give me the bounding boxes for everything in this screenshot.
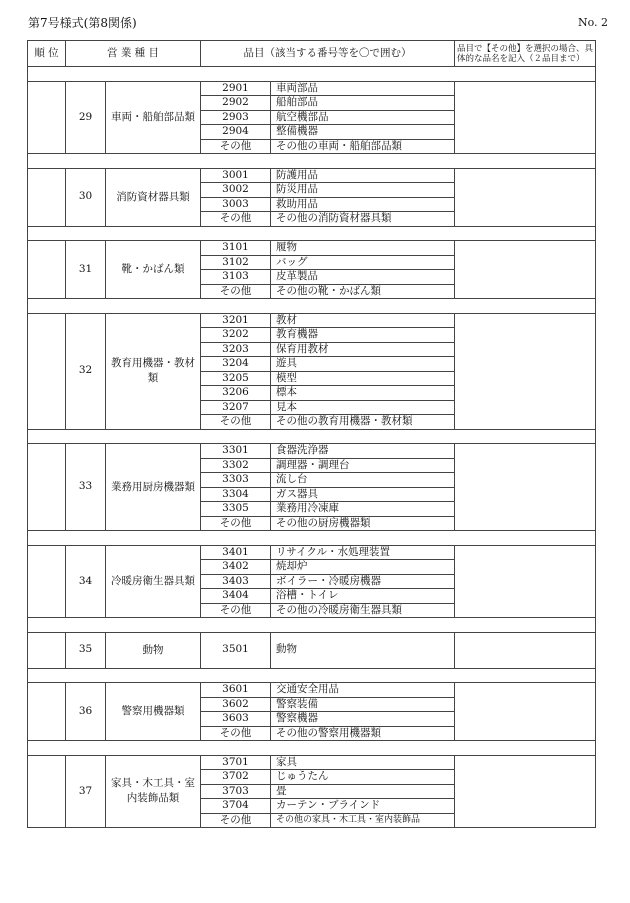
item-code[interactable]: 3302: [201, 458, 271, 473]
category-number: 31: [66, 241, 106, 299]
spacer-cell: [28, 67, 596, 82]
item-name: その他の消防資材器具類: [271, 212, 455, 227]
item-code[interactable]: 2901: [201, 81, 271, 96]
item-name: その他の警察用機器類: [271, 726, 455, 741]
item-code[interactable]: 3703: [201, 784, 271, 799]
other-item-input[interactable]: [455, 168, 596, 226]
item-code[interactable]: 3304: [201, 487, 271, 502]
rank-cell[interactable]: [28, 81, 66, 154]
other-item-input[interactable]: [455, 444, 596, 531]
item-code[interactable]: 3702: [201, 770, 271, 785]
item-code[interactable]: その他: [201, 415, 271, 430]
item-name: 救助用品: [271, 197, 455, 212]
item-code[interactable]: 3003: [201, 197, 271, 212]
category-name: 冷暖房衛生器具類: [106, 545, 201, 618]
table-row: [28, 444, 596, 459]
item-name: その他の靴・かばん類: [271, 284, 455, 299]
item-name: 航空機部品: [271, 110, 455, 125]
category-name: 教育用機器・教材類: [106, 313, 201, 429]
spacer-row: [28, 531, 596, 546]
item-code[interactable]: 3203: [201, 342, 271, 357]
item-code[interactable]: その他: [201, 284, 271, 299]
item-code[interactable]: 3401: [201, 545, 271, 560]
item-code[interactable]: その他: [201, 603, 271, 618]
category-name: 家具・木工具・室内装飾品類: [106, 755, 201, 828]
rank-cell[interactable]: [28, 168, 66, 226]
item-code[interactable]: 3101: [201, 241, 271, 256]
item-name: 食器洗浄器: [271, 444, 455, 459]
item-name: その他の厨房機器類: [271, 516, 455, 531]
rank-cell[interactable]: [28, 755, 66, 828]
item-name: リサイクル・水処理装置: [271, 545, 455, 560]
category-name: 消防資材器具類: [106, 168, 201, 226]
other-item-input[interactable]: [455, 545, 596, 618]
page-number: No. 2: [577, 16, 608, 29]
item-code[interactable]: 3601: [201, 683, 271, 698]
item-code[interactable]: 3704: [201, 799, 271, 814]
header-note: 品目で【その他】を選択の場合、具体的な品名を記入（２品目まで）: [455, 41, 596, 67]
item-name: 模型: [271, 371, 455, 386]
spacer-cell: [28, 299, 596, 314]
spacer-row: [28, 154, 596, 169]
category-name: 業務用厨房機器類: [106, 444, 201, 531]
item-code[interactable]: 3305: [201, 502, 271, 517]
table-row: [28, 81, 596, 96]
category-number: 37: [66, 755, 106, 828]
item-code[interactable]: 3501: [201, 632, 271, 668]
item-name: その他の冷暖房衛生器具類: [271, 603, 455, 618]
item-name: その他の教育用機器・教材類: [271, 415, 455, 430]
table-row: [28, 632, 596, 668]
item-name: 整備機器: [271, 125, 455, 140]
item-code[interactable]: 3201: [201, 313, 271, 328]
category-name: 動物: [106, 632, 201, 668]
item-name: ボイラー・冷暖房機器: [271, 574, 455, 589]
item-name: 警察機器: [271, 712, 455, 727]
item-code[interactable]: 3303: [201, 473, 271, 488]
header-rank: 順 位: [28, 41, 66, 67]
item-name: その他の車両・船舶部品類: [271, 139, 455, 154]
item-code[interactable]: その他: [201, 516, 271, 531]
spacer-row: [28, 429, 596, 444]
category-number: 32: [66, 313, 106, 429]
spacer-row: [28, 618, 596, 633]
spacer-cell: [28, 741, 596, 756]
item-code[interactable]: その他: [201, 212, 271, 227]
item-name: 履物: [271, 241, 455, 256]
item-code[interactable]: 3205: [201, 371, 271, 386]
rank-cell[interactable]: [28, 444, 66, 531]
item-code[interactable]: 3103: [201, 270, 271, 285]
item-name: 遊具: [271, 357, 455, 372]
table-row: [28, 313, 596, 328]
spacer-row: [28, 741, 596, 756]
item-code[interactable]: 3301: [201, 444, 271, 459]
item-name: 車両部品: [271, 81, 455, 96]
spacer-cell: [28, 429, 596, 444]
spacer-row: [28, 668, 596, 683]
item-name: 教材: [271, 313, 455, 328]
item-code[interactable]: 3207: [201, 400, 271, 415]
item-code[interactable]: 3404: [201, 589, 271, 604]
category-number: 29: [66, 81, 106, 154]
item-name: 教育機器: [271, 328, 455, 343]
item-name: 浴槽・トイレ: [271, 589, 455, 604]
form-title: 第7号様式(第8関係): [28, 16, 137, 30]
item-name: バッグ: [271, 255, 455, 270]
form-table-frame: [27, 40, 595, 828]
table-row: [28, 755, 596, 770]
item-name: ガス器具: [271, 487, 455, 502]
item-code[interactable]: 3206: [201, 386, 271, 401]
item-code[interactable]: 2903: [201, 110, 271, 125]
category-number: 33: [66, 444, 106, 531]
item-name: 保育用教材: [271, 342, 455, 357]
item-name: 見本: [271, 400, 455, 415]
item-code[interactable]: 3204: [201, 357, 271, 372]
category-number: 36: [66, 683, 106, 741]
item-name: 家具: [271, 755, 455, 770]
item-name: じゅうたん: [271, 770, 455, 785]
rank-cell[interactable]: [28, 545, 66, 618]
header-business: 営 業 種 目: [66, 41, 201, 67]
item-code[interactable]: 3403: [201, 574, 271, 589]
item-name: その他の家具・木工具・室内装飾品: [271, 813, 455, 828]
item-code[interactable]: 3602: [201, 697, 271, 712]
other-item-input[interactable]: [455, 683, 596, 741]
category-number: 30: [66, 168, 106, 226]
other-item-input[interactable]: [455, 755, 596, 828]
item-code[interactable]: 3002: [201, 183, 271, 198]
other-item-input[interactable]: [455, 313, 596, 429]
item-code[interactable]: その他: [201, 139, 271, 154]
header-items: 品目（該当する番号等を〇で囲む）: [201, 41, 455, 67]
spacer-cell: [28, 618, 596, 633]
category-name: 車両・船舶部品類: [106, 81, 201, 154]
item-code[interactable]: 3001: [201, 168, 271, 183]
category-name: 靴・かばん類: [106, 241, 201, 299]
item-name: 標本: [271, 386, 455, 401]
item-code[interactable]: 3402: [201, 560, 271, 575]
table-row: [28, 683, 596, 698]
table-body: [28, 67, 596, 828]
item-code[interactable]: 3102: [201, 255, 271, 270]
item-name: 調理器・調理台: [271, 458, 455, 473]
item-code[interactable]: その他: [201, 726, 271, 741]
rank-cell[interactable]: [28, 632, 66, 668]
item-name: 皮革製品: [271, 270, 455, 285]
other-item-input[interactable]: [455, 632, 596, 668]
item-name: 動物: [271, 632, 455, 668]
item-name: 船舶部品: [271, 96, 455, 111]
table-row: [28, 241, 596, 256]
item-table: [27, 40, 596, 828]
category-number: 34: [66, 545, 106, 618]
item-name: 畳: [271, 784, 455, 799]
table-row: [28, 168, 596, 183]
item-code[interactable]: 3603: [201, 712, 271, 727]
item-name: 業務用冷凍庫: [271, 502, 455, 517]
other-item-input[interactable]: [455, 81, 596, 154]
spacer-row: [28, 226, 596, 241]
item-name: 防災用品: [271, 183, 455, 198]
rank-cell[interactable]: [28, 313, 66, 429]
header-row: [28, 41, 596, 67]
item-code[interactable]: 2904: [201, 125, 271, 140]
rank-cell[interactable]: [28, 683, 66, 741]
item-code[interactable]: その他: [201, 813, 271, 828]
spacer-cell: [28, 531, 596, 546]
item-code[interactable]: 3202: [201, 328, 271, 343]
item-code[interactable]: 2902: [201, 96, 271, 111]
spacer-row: [28, 67, 596, 82]
rank-cell[interactable]: [28, 241, 66, 299]
item-name: カーテン・ブラインド: [271, 799, 455, 814]
spacer-cell: [28, 154, 596, 169]
other-item-input[interactable]: [455, 241, 596, 299]
item-name: 交通安全用品: [271, 683, 455, 698]
table-row: [28, 545, 596, 560]
item-code[interactable]: 3701: [201, 755, 271, 770]
item-name: 焼却炉: [271, 560, 455, 575]
item-name: 防護用品: [271, 168, 455, 183]
category-number: 35: [66, 632, 106, 668]
item-name: 警察装備: [271, 697, 455, 712]
spacer-cell: [28, 226, 596, 241]
item-name: 流し台: [271, 473, 455, 488]
category-name: 警察用機器類: [106, 683, 201, 741]
spacer-cell: [28, 668, 596, 683]
spacer-row: [28, 299, 596, 314]
